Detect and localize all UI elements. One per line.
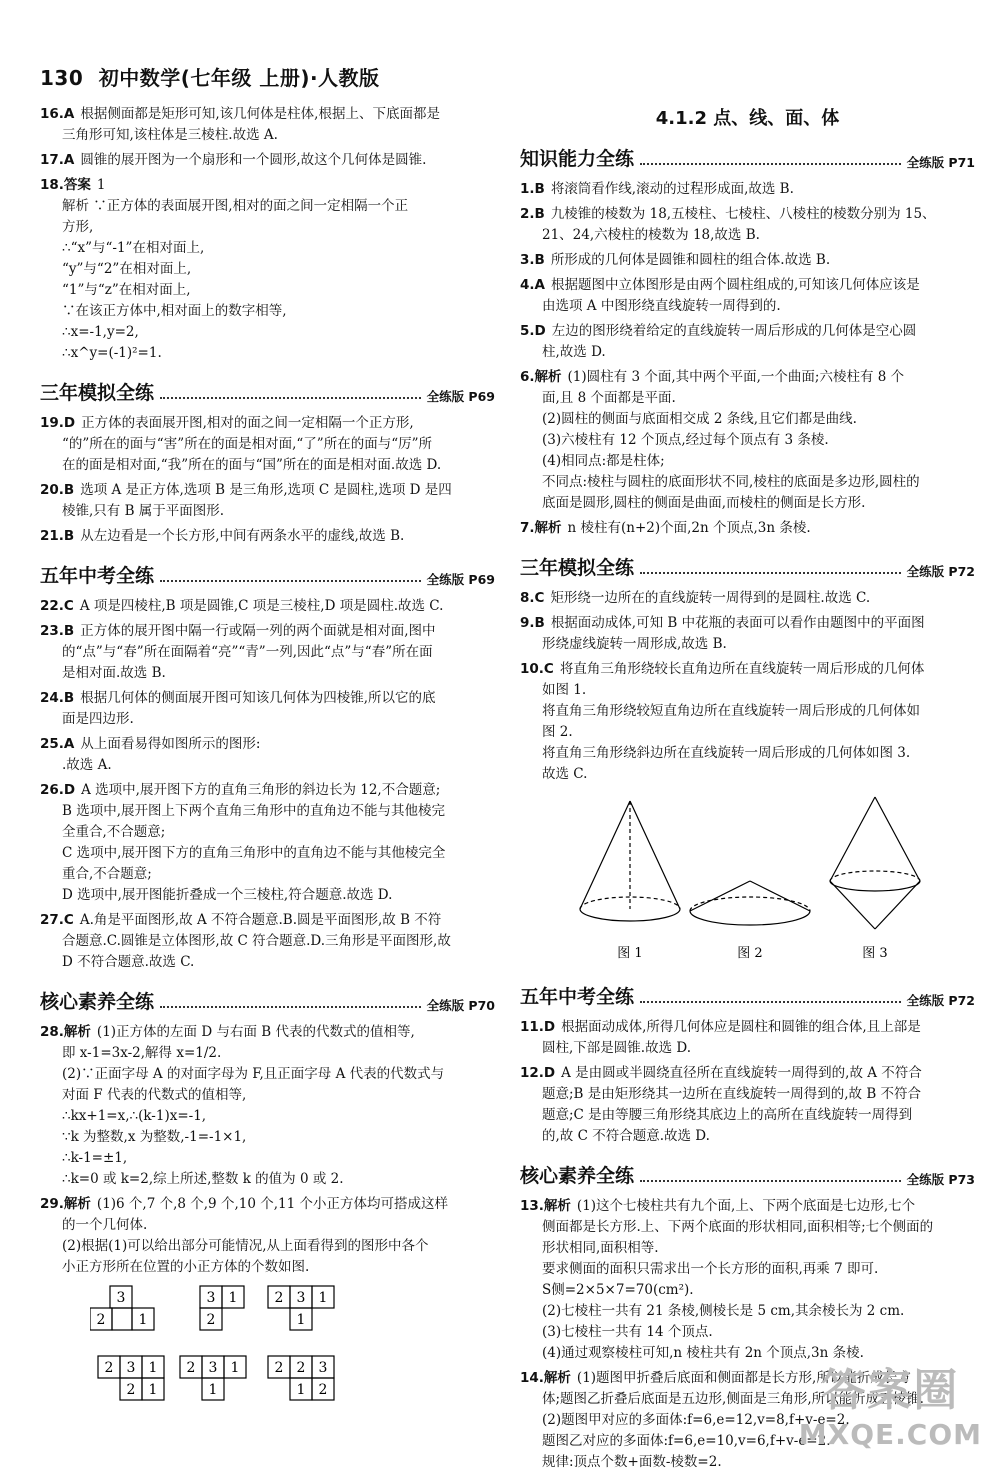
- page-header: [40, 62, 380, 91]
- answer-line: [520, 743, 975, 764]
- answer-line: [40, 709, 495, 730]
- line-text: ∴k-1=±1,: [62, 1150, 128, 1166]
- answer-line: [520, 1452, 975, 1473]
- answer-item: [40, 596, 495, 617]
- item-number: 4.A: [520, 277, 545, 293]
- watermark-url: MXQE.COM: [798, 1418, 982, 1451]
- grid-number: 1: [296, 1382, 306, 1398]
- item-number: 24.B: [40, 690, 75, 706]
- answer-item: [520, 518, 975, 539]
- answer-line: [520, 764, 975, 785]
- answer-line: [520, 613, 975, 634]
- answer-line: [40, 734, 495, 755]
- line-text: B 选项中,展开图上下两个直角三角形中的直角边不能与其他棱完: [62, 803, 446, 819]
- right-column: [520, 104, 975, 1477]
- section-header: [40, 378, 495, 405]
- grid-number: 2: [274, 1360, 284, 1376]
- answer-line: [40, 801, 495, 822]
- answer-line: [520, 1017, 975, 1038]
- section-ref: 全练版 P70: [426, 998, 495, 1013]
- item-number: 16.A: [40, 106, 75, 122]
- answer-line: [520, 634, 975, 655]
- answer-line: [40, 596, 495, 617]
- item-number: 21.B: [40, 528, 75, 544]
- line-text: ∴x=-1,y=2,: [62, 324, 139, 340]
- item-number: 25.A: [40, 736, 75, 752]
- line-text: 21、24,六棱柱的棱数为 18,故选 B.: [542, 227, 760, 243]
- answer-line: [520, 1301, 975, 1322]
- item-number: 7.解析: [520, 520, 562, 536]
- answer-line: [40, 480, 495, 501]
- line-text: (2)七棱柱一共有 21 条棱,侧棱长是 5 cm,其余棱长为 2 cm.: [542, 1303, 905, 1319]
- grid-number: 3: [208, 1360, 218, 1376]
- answer-line: [40, 1257, 495, 1278]
- line-text: 将直角三角形绕较短直角边所在直线旋转一周后形成的几何体如: [542, 703, 920, 719]
- answer-item: [520, 179, 975, 200]
- page-number: 130: [40, 66, 84, 90]
- answer-line: [520, 451, 975, 472]
- line-text: (1)正方体的左面 D 与右面 B 代表的代数式的值相等,: [96, 1024, 415, 1040]
- line-text: D 不符合题意.故选 C.: [62, 954, 195, 970]
- section-ref: 全练版 P71: [906, 155, 975, 170]
- section-ref: 全练版 P73: [906, 1172, 975, 1187]
- line-text: 小正方形所在位置的小正方体的个数如图.: [62, 1259, 310, 1275]
- line-text: 三角形可知,该柱体是三棱柱.故选 A.: [62, 127, 278, 143]
- answer-line: [520, 680, 975, 701]
- line-text: 根据题图中立体图形是由两个圆柱组成的,可知该几何体应该是: [550, 277, 920, 293]
- section-title: 核心素养全练: [40, 991, 155, 1013]
- answer-item: [40, 175, 495, 364]
- item-number: 5.D: [520, 323, 546, 339]
- answer-line: [520, 1196, 975, 1217]
- line-text: 的一个几何体.: [62, 1217, 148, 1233]
- answer-line: [520, 493, 975, 514]
- answer-item: [520, 588, 975, 609]
- answer-line: [40, 663, 495, 684]
- answer-line: [520, 1322, 975, 1343]
- answer-line: [520, 1038, 975, 1059]
- answer-line: [40, 1022, 495, 1043]
- answer-item: [40, 104, 495, 146]
- answer-line: [520, 518, 975, 539]
- line-text: 全重合,不合题意;: [62, 824, 166, 840]
- lesson-title: 4.1.2 点、线、面、体: [655, 108, 840, 129]
- grid-number: 1: [318, 1290, 328, 1306]
- line-text: 是相对面.故选 B.: [62, 665, 166, 681]
- section-ref: 全练版 P72: [906, 564, 975, 579]
- line-text: S侧=2×5×7=70(cm²).: [542, 1282, 694, 1298]
- answer-line: [40, 642, 495, 663]
- answer-line: [520, 1063, 975, 1084]
- answer-item: [40, 910, 495, 973]
- item-number: 9.B: [520, 615, 545, 631]
- line-text: (1)这个七棱柱共有九个面,上、下两个底面是七边形,七个: [576, 1198, 916, 1214]
- answer-item: [40, 480, 495, 522]
- answer-line: [40, 104, 495, 125]
- grid-number: 1: [138, 1312, 148, 1328]
- answer-item: [40, 413, 495, 476]
- item-number: 17.A: [40, 152, 75, 168]
- section-ref: 全练版 P69: [426, 389, 495, 404]
- section-header: [520, 144, 975, 171]
- answer-line: [520, 367, 975, 388]
- answer-line: [40, 322, 495, 343]
- line-text: (3)六棱柱有 12 个顶点,经过每个顶点有 3 条棱.: [542, 432, 829, 448]
- line-text: 如图 1.: [542, 682, 587, 698]
- section-header: [40, 987, 495, 1014]
- line-text: 形绕虚线旋转一周形成,故选 B.: [542, 636, 727, 652]
- answer-item: [40, 1022, 495, 1190]
- answer-line: [40, 238, 495, 259]
- item-number: 19.D: [40, 415, 76, 431]
- line-text: (2)题图甲对应的多面体:f=6,e=12,v=8,f+v-e=2.: [542, 1412, 850, 1428]
- item-number: 10.C: [520, 661, 554, 677]
- line-text: (3)七棱柱一共有 14 个顶点.: [542, 1324, 713, 1340]
- line-text: “y”与“2”在相对面上,: [62, 261, 192, 277]
- item-number: 20.B: [40, 482, 75, 498]
- line-text: A 项是四棱柱,B 项是圆锥,C 项是三棱柱,D 项是圆柱.故选 C.: [79, 598, 444, 614]
- line-text: 即 x-1=3x-2,解得 x=1/2.: [62, 1045, 222, 1061]
- answer-line: [520, 1126, 975, 1147]
- line-text: D 选项中,展开图能折叠成一个三棱柱,符合题意.故选 D.: [62, 887, 393, 903]
- line-text: 的,故 C 不符合题意.故选 D.: [542, 1128, 710, 1144]
- answer-line: [520, 296, 975, 317]
- line-text: 正方体的展开图中隔一行或隔一列的两个面就是相对面,图中: [80, 623, 436, 639]
- items-list: [520, 588, 975, 785]
- answer-line: [520, 409, 975, 430]
- line-text: (1)题图甲折叠后底面和侧面都是长方形,所以能折成长方: [576, 1370, 911, 1386]
- line-text: 故选 C.: [542, 766, 588, 782]
- line-text: 题图乙对应的多面体:f=6,e=10,v=6,f+v-e=2.: [542, 1433, 831, 1449]
- answer-line: [520, 321, 975, 342]
- line-text: 合题意.C.圆锥是立体图形,故 C 符合题意.D.三角形是平面图形,故: [62, 933, 451, 949]
- section-header: [40, 561, 495, 588]
- answer-line: [520, 659, 975, 680]
- section-title: 核心素养全练: [520, 1165, 635, 1187]
- section-title: 知识能力全练: [520, 148, 635, 170]
- answer-item: [40, 688, 495, 730]
- section-header: [520, 553, 975, 580]
- line-text: “的”所在的面与“害”所在的面是相对面,“了”所在的面与“厉”所: [62, 436, 433, 452]
- item-number: 23.B: [40, 623, 75, 639]
- section-header: [520, 1161, 975, 1188]
- answer-line: [520, 225, 975, 246]
- answer-item: [520, 321, 975, 363]
- line-text: C 选项中,展开图下方的直角三角形中的直角边不能与其他棱完全: [62, 845, 446, 861]
- answer-line: [40, 343, 495, 364]
- answer-line: [40, 1169, 495, 1190]
- answer-item: [520, 204, 975, 246]
- answer-item: [40, 1194, 495, 1278]
- answer-line: [40, 952, 495, 973]
- section-title: 三年模拟全练: [40, 382, 155, 404]
- grid-number: 3: [206, 1290, 216, 1306]
- item-number: 27.C: [40, 912, 74, 928]
- answer-line: [520, 179, 975, 200]
- line-text: 底面是圆形,圆柱的侧面是曲面,而棱柱的侧面是长方形.: [542, 495, 866, 511]
- line-text: (1)6 个,7 个,8 个,9 个,10 个,11 个小正方体均可搭成这样: [96, 1196, 448, 1212]
- line-text: 圆柱,下部是圆锥.故选 D.: [542, 1040, 692, 1056]
- answer-line: [520, 701, 975, 722]
- answer-line: [40, 780, 495, 801]
- grid-number: 1: [296, 1312, 306, 1328]
- line-text: 从左边看是一个长方形,中间有两条水平的虚线,故选 B.: [80, 528, 405, 544]
- line-text: n 棱柱有(n+2)个面,2n 个顶点,3n 条棱.: [567, 520, 811, 536]
- grid-number: 2: [206, 1312, 216, 1328]
- answer-line: [520, 1217, 975, 1238]
- item-number: 8.C: [520, 590, 545, 606]
- line-text: A.角是平面图形,故 A 不符合题意.B.圆是平面图形,故 B 不符: [79, 912, 442, 928]
- line-text: 从上面看易得如图所示的图形:: [80, 736, 261, 752]
- answer-line: [40, 259, 495, 280]
- line-text: 对面 F 代表的代数式的值相等,: [62, 1087, 247, 1103]
- fig-label: 图 3: [862, 946, 888, 961]
- section-ref: 全练版 P72: [906, 993, 975, 1008]
- item-number: 28.解析: [40, 1024, 91, 1040]
- line-text: 体;题图乙折叠后底面是五边形,侧面是三角形,所以能折成五棱锥.: [542, 1391, 924, 1407]
- line-text: 形状相同,面积相等.: [542, 1240, 659, 1256]
- answer-line: [40, 1064, 495, 1085]
- answer-line: [520, 388, 975, 409]
- answer-line: [40, 1194, 495, 1215]
- line-text: .故选 A.: [62, 757, 112, 773]
- line-text: ∵在该正方体中,相对面上的数字相等,: [62, 303, 287, 319]
- answer-line: [520, 275, 975, 296]
- line-text: “1”与“z”在相对面上,: [62, 282, 191, 298]
- line-text: ∴kx+1=x,∴(k-1)x=-1,: [62, 1108, 207, 1124]
- item-number: 3.B: [520, 252, 545, 268]
- item-number: 1.B: [520, 181, 545, 197]
- answer-item: [40, 621, 495, 684]
- line-text: 根据面动成体,所得几何体应是圆柱和圆锥的组合体,且上部是: [561, 1019, 921, 1035]
- line-text: (2)根据(1)可以给出部分可能情况,从上面看得到的图形中各个: [62, 1238, 429, 1254]
- answer-line: [40, 1043, 495, 1064]
- watermark-text: 答案圈: [821, 1365, 960, 1416]
- line-text: ∴“x”与“-1”在相对面上,: [62, 240, 205, 256]
- answer-line: [40, 864, 495, 885]
- item-number: 13.解析: [520, 1198, 571, 1214]
- answer-line: [520, 430, 975, 451]
- cones-figure: [520, 789, 975, 964]
- item-number: 2.B: [520, 206, 545, 222]
- item-number: 14.解析: [520, 1370, 571, 1386]
- line-text: 根据面动成体,可知 B 中花瓶的表面可以看作由题图中的平面图: [550, 615, 925, 631]
- line-text: ∵k 为整数,x 为整数,-1=-1×1,: [62, 1129, 247, 1145]
- line-text: 面,且 8 个面都是平面.: [542, 390, 676, 406]
- answer-line: [40, 688, 495, 709]
- answer-line: [40, 1215, 495, 1236]
- section-title: 五年中考全练: [520, 986, 635, 1008]
- item-number: 29.解析: [40, 1196, 91, 1212]
- answer-line: [40, 175, 495, 196]
- answer-line: [40, 931, 495, 952]
- line-text: 侧面都是长方形.上、下两个底面的形状相同,面积相等;七个侧面的: [542, 1219, 934, 1235]
- answer-item: [520, 275, 975, 317]
- line-text: 规律:顶点个数+面数-棱数=2.: [542, 1454, 722, 1470]
- line-text: ∴x^y=(-1)²=1.: [62, 345, 162, 361]
- line-text: 矩形绕一边所在的直线旋转一周得到的是圆柱.故选 C.: [550, 590, 871, 606]
- grid-number: 2: [104, 1360, 114, 1376]
- answer-line: [40, 1127, 495, 1148]
- answer-line: [520, 1105, 975, 1126]
- answer-line: [40, 196, 495, 217]
- fig-label: 图 2: [737, 946, 763, 961]
- items-list: [40, 413, 495, 547]
- grid-number: 2: [318, 1382, 328, 1398]
- line-text: A 是由圆或半圆绕直径所在直线旋转一周得到的,故 A 不符合: [561, 1065, 922, 1081]
- line-text: 不同点:棱柱与圆柱的底面形状不同,棱柱的底面是多边形,圆柱的: [542, 474, 920, 490]
- count-grids-figure: [90, 1282, 450, 1402]
- answer-line: [520, 588, 975, 609]
- grid-number: 2: [186, 1360, 196, 1376]
- answer-line: [40, 885, 495, 906]
- answer-item: [520, 1017, 975, 1059]
- line-text: 选项 A 是正方体,选项 B 是三角形,选项 C 是圆柱,选项 D 是四: [80, 482, 452, 498]
- item-number: 11.D: [520, 1019, 556, 1035]
- line-text: 面是四边形.: [62, 711, 134, 727]
- line-text: 在的面是相对面,“我”所在的面与“国”所在的面是相对面.故选 D.: [62, 457, 442, 473]
- line-text: 将直角三角形绕较长直角边所在直线旋转一周后形成的几何体: [559, 661, 925, 677]
- items-list: [520, 179, 975, 539]
- items-top: [40, 104, 495, 364]
- answer-line: [40, 1085, 495, 1106]
- grid-number: 3: [126, 1360, 136, 1376]
- line-text: 正方体的表面展开图,相对的面之间一定相隔一个正方形,: [81, 415, 414, 431]
- answer-line: [40, 755, 495, 776]
- answer-line: [40, 843, 495, 864]
- grid-number: 1: [230, 1360, 240, 1376]
- line-text: 重合,不合题意;: [62, 866, 152, 882]
- answer-item: [40, 526, 495, 547]
- line-text: A 选项中,展开图下方的直角三角形的斜边长为 12,不合题意;: [81, 782, 441, 798]
- line-text: (4)通过观察棱柱可知,n 棱柱共有 2n 个顶点,3n 条棱.: [542, 1345, 864, 1361]
- grid-number: 2: [274, 1290, 284, 1306]
- line-text: 题意;C 是由等腰三角形绕其底边上的高所在直线旋转一周得到: [542, 1107, 913, 1123]
- item-number: 6.解析: [520, 369, 562, 385]
- line-text: 所形成的几何体是圆锥和圆柱的组合体.故选 B.: [550, 252, 831, 268]
- answer-line: [520, 1259, 975, 1280]
- line-text: (2)圆柱的侧面与底面相交成 2 条线,且它们都是曲线.: [542, 411, 857, 427]
- line-text: 图 2.: [542, 724, 573, 740]
- section-title: 五年中考全练: [40, 565, 155, 587]
- section-ref: 全练版 P69: [426, 572, 495, 587]
- line-text: 1: [96, 177, 106, 193]
- answer-line: [520, 204, 975, 225]
- grid-number: 3: [116, 1290, 126, 1306]
- line-text: (1)圆柱有 3 个面,其中两个平面,一个曲面;六棱柱有 8 个: [567, 369, 905, 385]
- line-text: 棱锥,只有 B 属于平面图形.: [62, 503, 225, 519]
- line-text: 的“点”与“春”所在面隔着“亮”“青”一列,因此“点”与“春”所在面: [62, 644, 433, 660]
- items-list: [520, 1017, 975, 1147]
- grid-number: 1: [228, 1290, 238, 1306]
- answer-line: [40, 526, 495, 547]
- grid-number: 3: [296, 1290, 306, 1306]
- line-text: 要求侧面的面积只需求出一个长方形的面积,再乘 7 即可.: [542, 1261, 879, 1277]
- answer-item: [40, 780, 495, 906]
- answer-line: [520, 342, 975, 363]
- answer-line: [40, 910, 495, 931]
- watermark: [799, 1354, 982, 1451]
- answer-line: [40, 621, 495, 642]
- answer-line: [40, 501, 495, 522]
- grid-number: 2: [296, 1360, 306, 1376]
- answer-line: [40, 280, 495, 301]
- line-text: 题意;B 是由矩形绕其一边所在直线旋转一周得到的,故 B 不符合: [542, 1086, 922, 1102]
- line-text: 方形,: [62, 219, 94, 235]
- answer-line: [40, 150, 495, 171]
- answer-line: [520, 250, 975, 271]
- answer-line: [40, 455, 495, 476]
- section-header: [520, 982, 975, 1009]
- answer-line: [520, 472, 975, 493]
- item-number: 18.答案: [40, 177, 91, 193]
- line-text: 柱,故选 D.: [542, 344, 606, 360]
- line-text: 根据侧面都是矩形可知,该几何体是柱体,根据上、下底面都是: [80, 106, 440, 122]
- answer-line: [520, 1084, 975, 1105]
- book-title: 初中数学(七年级 上册)·人教版: [98, 66, 380, 90]
- line-text: ∴k=0 或 k=2,综上所述,整数 k 的值为 0 或 2.: [62, 1171, 344, 1187]
- item-number: 26.D: [40, 782, 76, 798]
- answer-line: [40, 301, 495, 322]
- answer-line: [40, 822, 495, 843]
- line-text: (4)相同点:都是柱体;: [542, 453, 665, 469]
- grid-number: 3: [318, 1360, 328, 1376]
- answer-line: [40, 1148, 495, 1169]
- answer-item: [520, 1196, 975, 1364]
- answer-item: [40, 150, 495, 171]
- items-list: [40, 1022, 495, 1278]
- answer-item: [520, 659, 975, 785]
- item-number: 22.C: [40, 598, 74, 614]
- answer-line: [520, 722, 975, 743]
- answer-line: [40, 125, 495, 146]
- grid-number: 1: [148, 1360, 158, 1376]
- answer-line: [520, 1238, 975, 1259]
- line-text: 圆锥的展开图为一个扇形和一个圆形,故这个几何体是圆锥.: [80, 152, 427, 168]
- answer-line: [40, 434, 495, 455]
- grid-number: 2: [126, 1382, 136, 1398]
- answer-item: [40, 734, 495, 776]
- section-title: 三年模拟全练: [520, 557, 635, 579]
- item-number: 12.D: [520, 1065, 556, 1081]
- answer-line: [520, 1280, 975, 1301]
- answer-item: [520, 250, 975, 271]
- line-text: 解析 ∵正方体的表面展开图,相对的面之间一定相隔一个正: [62, 198, 409, 214]
- left-column: [40, 104, 495, 1406]
- grid-number: 1: [148, 1382, 158, 1398]
- fig-label: 图 1: [617, 946, 643, 961]
- line-text: 根据几何体的侧面展开图可知该几何体为四棱锥,所以它的底: [80, 690, 436, 706]
- items-list: [40, 596, 495, 973]
- line-text: 将滚筒看作线,滚动的过程形成面,故选 B.: [550, 181, 794, 197]
- grid-number: 2: [96, 1312, 106, 1328]
- grid-number: 1: [208, 1382, 218, 1398]
- answer-line: [40, 1236, 495, 1257]
- line-text: 将直角三角形绕斜边所在直线旋转一周后形成的几何体如图 3.: [542, 745, 911, 761]
- line-text: 左边的图形绕着给定的直线旋转一周后形成的几何体是空心圆: [551, 323, 917, 339]
- answer-item: [520, 1063, 975, 1147]
- answer-item: [520, 613, 975, 655]
- line-text: 由选项 A 中图形绕直线旋转一周得到的.: [542, 298, 781, 314]
- answer-line: [40, 1106, 495, 1127]
- line-text: (2)∵正面字母 A 的对面字母为 F,且正面字母 A 代表的代数式与: [62, 1066, 445, 1082]
- answer-item: [520, 367, 975, 514]
- answer-line: [40, 413, 495, 434]
- answer-line: [40, 217, 495, 238]
- line-text: 九棱锥的棱数为 18,五棱柱、七棱柱、八棱柱的棱数分别为 15、: [550, 206, 936, 222]
